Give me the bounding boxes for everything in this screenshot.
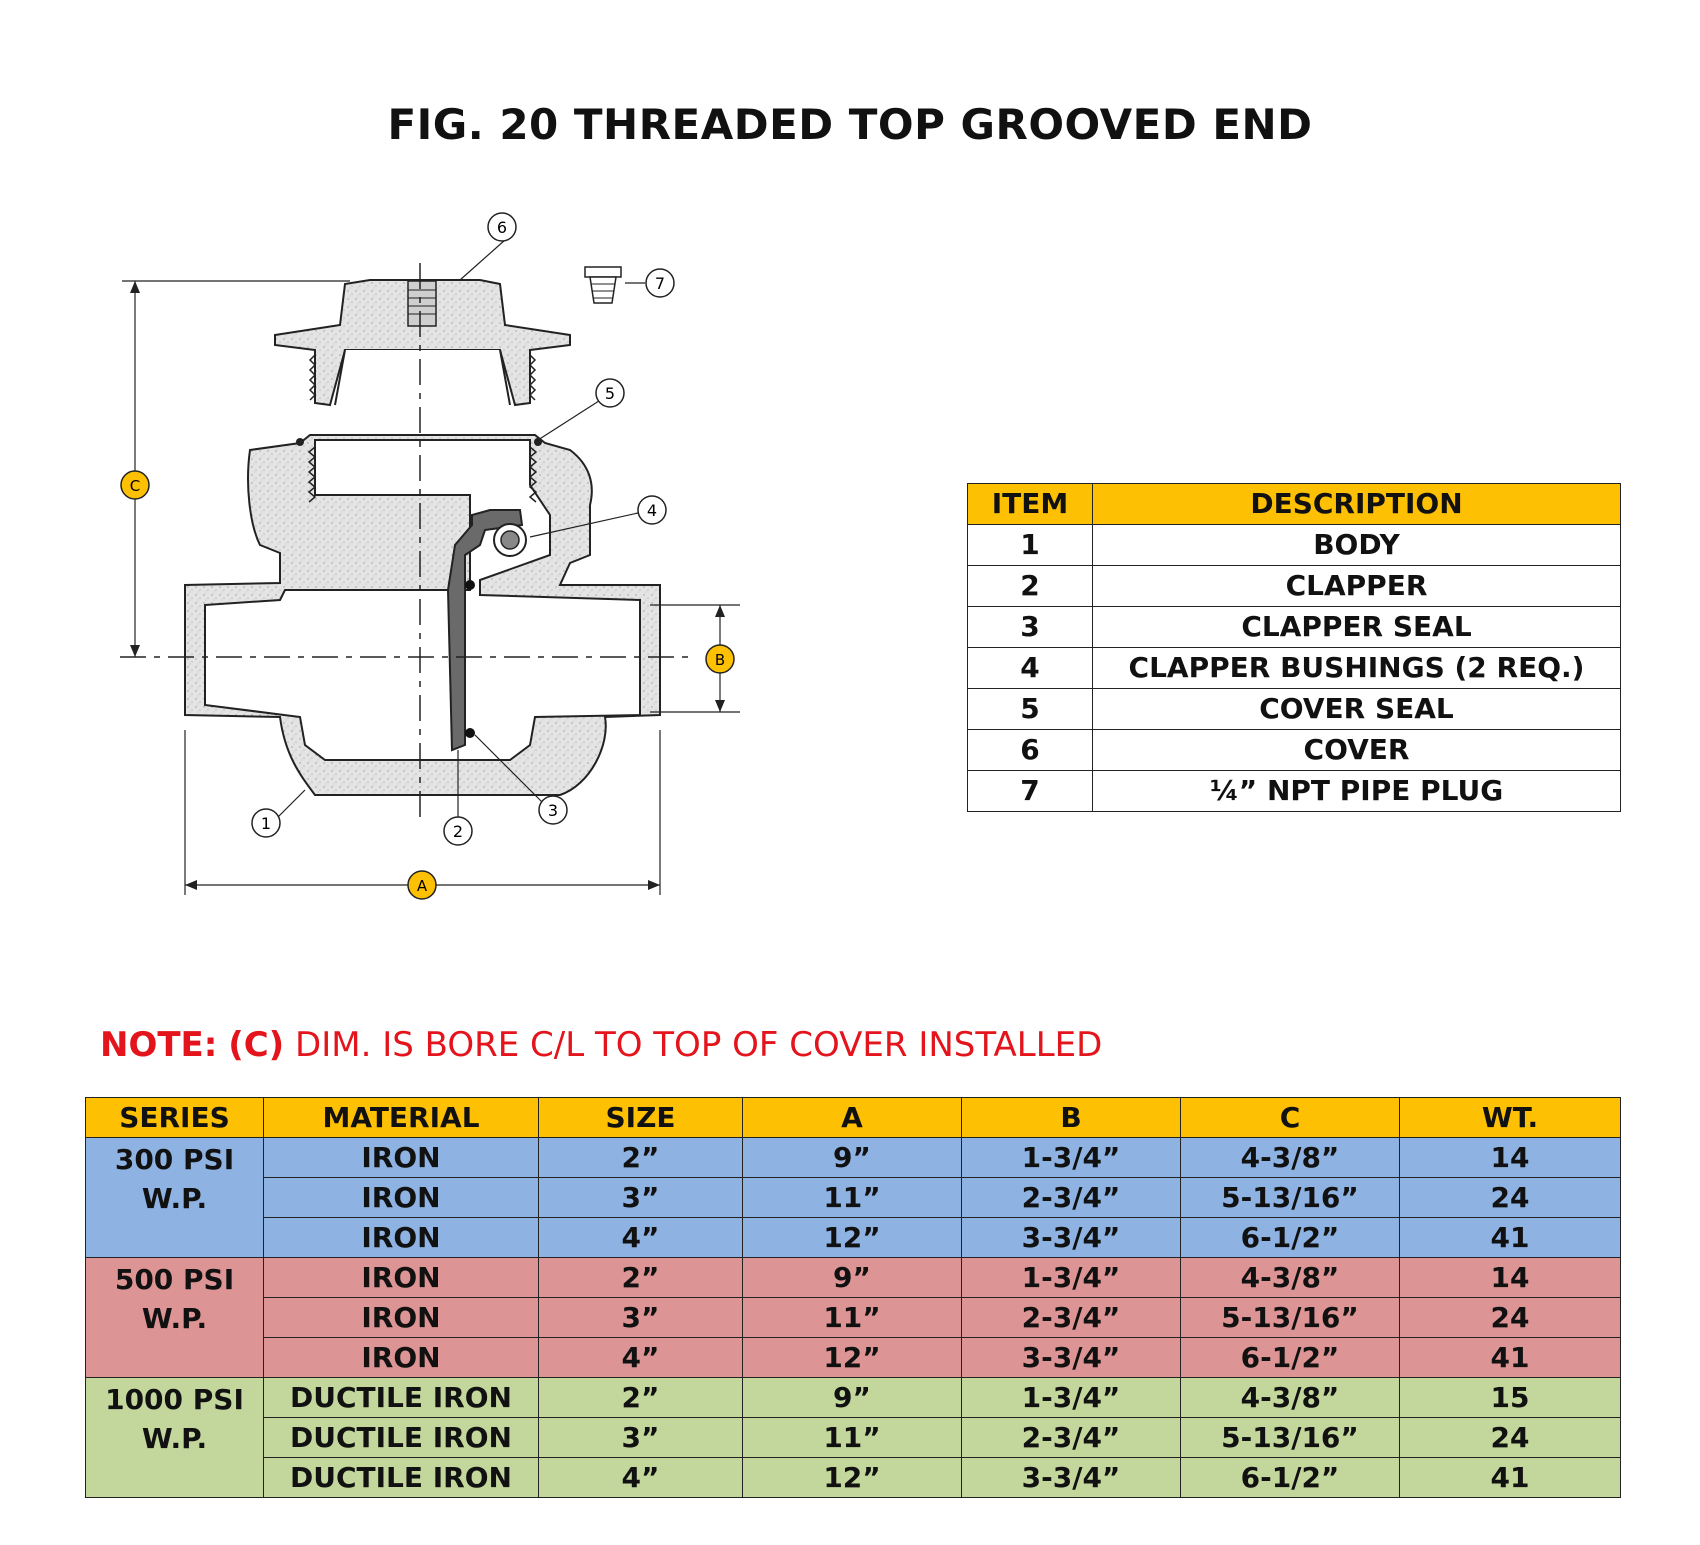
- weight-cell: 24: [1400, 1418, 1621, 1458]
- callout-2: [444, 817, 472, 845]
- weight-cell: 24: [1400, 1178, 1621, 1218]
- weight-cell: 41: [1400, 1338, 1621, 1378]
- dim-c-cell: 6-1/2”: [1181, 1218, 1400, 1258]
- table-row: [86, 1458, 1621, 1498]
- dim-b-cell: 1-3/4”: [962, 1138, 1181, 1178]
- part-item-number: 5: [968, 689, 1093, 730]
- weight-cell: 15: [1400, 1378, 1621, 1418]
- dimension-label-a: [408, 871, 436, 899]
- material-cell: IRON: [264, 1258, 539, 1298]
- table-row: [86, 1378, 1621, 1418]
- header-size: SIZE: [539, 1098, 743, 1138]
- table-row: [86, 1258, 1621, 1298]
- dim-b-cell: 2-3/4”: [962, 1298, 1181, 1338]
- part-item-number: 6: [968, 730, 1093, 771]
- specifications-header-row: [86, 1098, 1621, 1138]
- part-description: COVER SEAL: [1093, 689, 1621, 730]
- size-cell: 3”: [539, 1178, 743, 1218]
- cover-seal-dot-right: [534, 438, 542, 446]
- dim-a-cell: 9”: [743, 1138, 962, 1178]
- size-cell: 3”: [539, 1298, 743, 1338]
- table-row: [86, 1218, 1621, 1258]
- material-cell: IRON: [264, 1138, 539, 1178]
- parts-list-row: [968, 771, 1621, 812]
- dim-a-cell: 9”: [743, 1258, 962, 1298]
- dim-a-cell: 11”: [743, 1178, 962, 1218]
- part-item-number: 7: [968, 771, 1093, 812]
- series-pressure: 300 PSI: [114, 1143, 235, 1176]
- dim-c-cell: 6-1/2”: [1181, 1338, 1400, 1378]
- svg-text:2: 2: [452, 822, 464, 841]
- dimension-label-c: [121, 471, 149, 499]
- header-a: A: [743, 1098, 962, 1138]
- part-description: CLAPPER SEAL: [1093, 607, 1621, 648]
- callout-3: [539, 796, 567, 824]
- dim-b-cell: 2-3/4”: [962, 1418, 1181, 1458]
- dim-a-cell: 12”: [743, 1338, 962, 1378]
- dim-b-cell: 3-3/4”: [962, 1218, 1181, 1258]
- parts-list-row: [968, 648, 1621, 689]
- note-highlight: (C): [228, 1025, 285, 1065]
- part-item-number: 2: [968, 566, 1093, 607]
- part-item-number: 4: [968, 648, 1093, 689]
- callout-4: [638, 496, 666, 524]
- page-title: FIG. 20 THREADED TOP GROOVED END: [387, 100, 1313, 149]
- material-cell: DUCTILE IRON: [264, 1458, 539, 1498]
- svg-text:B: B: [714, 651, 726, 669]
- table-row: [86, 1178, 1621, 1218]
- weight-cell: 14: [1400, 1258, 1621, 1298]
- header-b: B: [962, 1098, 1181, 1138]
- svg-text:5: 5: [604, 384, 616, 403]
- weight-cell: 41: [1400, 1218, 1621, 1258]
- cover-plug-port: [408, 281, 436, 326]
- table-row: [86, 1298, 1621, 1338]
- weight-cell: 41: [1400, 1458, 1621, 1498]
- parts-list-header-item: ITEM: [968, 484, 1093, 525]
- series-cell-500: [86, 1258, 264, 1378]
- clapper-bushing-inner: [501, 531, 519, 549]
- dim-b-cell: 2-3/4”: [962, 1178, 1181, 1218]
- svg-text:4: 4: [646, 501, 658, 520]
- material-cell: IRON: [264, 1298, 539, 1338]
- svg-text:A: A: [416, 877, 428, 895]
- pipe-plug-shape: [585, 267, 621, 303]
- dim-b-cell: 3-3/4”: [962, 1458, 1181, 1498]
- size-cell: 4”: [539, 1218, 743, 1258]
- note-text: DIM. IS BORE C/L TO TOP OF COVER INSTALLED: [295, 1025, 1103, 1065]
- series-cell-1000: [86, 1378, 264, 1498]
- part-description: BODY: [1093, 525, 1621, 566]
- svg-text:1: 1: [260, 814, 272, 833]
- dim-b-cell: 3-3/4”: [962, 1338, 1181, 1378]
- parts-list-table: [967, 483, 1621, 812]
- table-row: [86, 1418, 1621, 1458]
- dim-b-cell: 1-3/4”: [962, 1378, 1181, 1418]
- dim-c-cell: 4-3/8”: [1181, 1378, 1400, 1418]
- dim-a-cell: 11”: [743, 1298, 962, 1338]
- header-c: C: [1181, 1098, 1400, 1138]
- part-description: CLAPPER BUSHINGS (2 REQ.): [1093, 648, 1621, 689]
- size-cell: 3”: [539, 1418, 743, 1458]
- cover-seal-dot-left: [296, 438, 304, 446]
- dim-c-cell: 5-13/16”: [1181, 1418, 1400, 1458]
- parts-list-row: [968, 566, 1621, 607]
- table-row: [86, 1138, 1621, 1178]
- material-cell: IRON: [264, 1218, 539, 1258]
- parts-list-header-description: DESCRIPTION: [1093, 484, 1621, 525]
- material-cell: IRON: [264, 1338, 539, 1378]
- part-description: ¼” NPT PIPE PLUG: [1093, 771, 1621, 812]
- cover-inner-cavity: [345, 350, 500, 405]
- dim-a-cell: 11”: [743, 1418, 962, 1458]
- series-cell-300: [86, 1138, 264, 1258]
- size-cell: 2”: [539, 1138, 743, 1178]
- series-wp: W.P.: [141, 1422, 208, 1455]
- size-cell: 2”: [539, 1378, 743, 1418]
- header-material: MATERIAL: [264, 1098, 539, 1138]
- svg-text:3: 3: [547, 801, 559, 820]
- note-prefix: NOTE:: [100, 1025, 218, 1065]
- callout-6: [488, 213, 516, 241]
- dim-a-cell: 12”: [743, 1458, 962, 1498]
- dim-c-cell: 4-3/8”: [1181, 1258, 1400, 1298]
- parts-list-header-row: [968, 484, 1621, 525]
- callout-5: [596, 379, 624, 407]
- callout-7: [646, 269, 674, 297]
- parts-list-row: [968, 525, 1621, 566]
- valve-cross-section-diagram: [90, 185, 850, 995]
- dim-a-cell: 12”: [743, 1218, 962, 1258]
- svg-text:6: 6: [496, 218, 508, 237]
- material-cell: IRON: [264, 1178, 539, 1218]
- dimension-note: [100, 1025, 1102, 1065]
- table-row: [86, 1338, 1621, 1378]
- part-item-number: 1: [968, 525, 1093, 566]
- dim-c-cell: 6-1/2”: [1181, 1458, 1400, 1498]
- material-cell: DUCTILE IRON: [264, 1378, 539, 1418]
- dim-a-cell: 9”: [743, 1378, 962, 1418]
- material-cell: DUCTILE IRON: [264, 1418, 539, 1458]
- clapper-seal-dot-bottom: [465, 728, 475, 738]
- dim-c-cell: 4-3/8”: [1181, 1138, 1400, 1178]
- series-wp: W.P.: [141, 1182, 208, 1215]
- specifications-table: [85, 1097, 1621, 1498]
- part-description: COVER: [1093, 730, 1621, 771]
- clapper-seal-dot-top: [465, 580, 475, 590]
- weight-cell: 24: [1400, 1298, 1621, 1338]
- parts-list-row: [968, 607, 1621, 648]
- parts-list-row: [968, 689, 1621, 730]
- part-description: CLAPPER: [1093, 566, 1621, 607]
- header-weight: WT.: [1400, 1098, 1621, 1138]
- dim-c-cell: 5-13/16”: [1181, 1178, 1400, 1218]
- size-cell: 4”: [539, 1338, 743, 1378]
- weight-cell: 14: [1400, 1138, 1621, 1178]
- svg-text:C: C: [129, 477, 141, 495]
- dim-c-cell: 5-13/16”: [1181, 1298, 1400, 1338]
- callout-1: [252, 809, 280, 837]
- header-series: SERIES: [86, 1098, 264, 1138]
- series-pressure: 500 PSI: [114, 1263, 235, 1296]
- size-cell: 4”: [539, 1458, 743, 1498]
- series-pressure: 1000 PSI: [105, 1383, 244, 1416]
- dim-b-cell: 1-3/4”: [962, 1258, 1181, 1298]
- svg-text:7: 7: [654, 274, 666, 293]
- part-item-number: 3: [968, 607, 1093, 648]
- parts-list-row: [968, 730, 1621, 771]
- series-wp: W.P.: [141, 1302, 208, 1335]
- size-cell: 2”: [539, 1258, 743, 1298]
- dimension-label-b: [706, 645, 734, 673]
